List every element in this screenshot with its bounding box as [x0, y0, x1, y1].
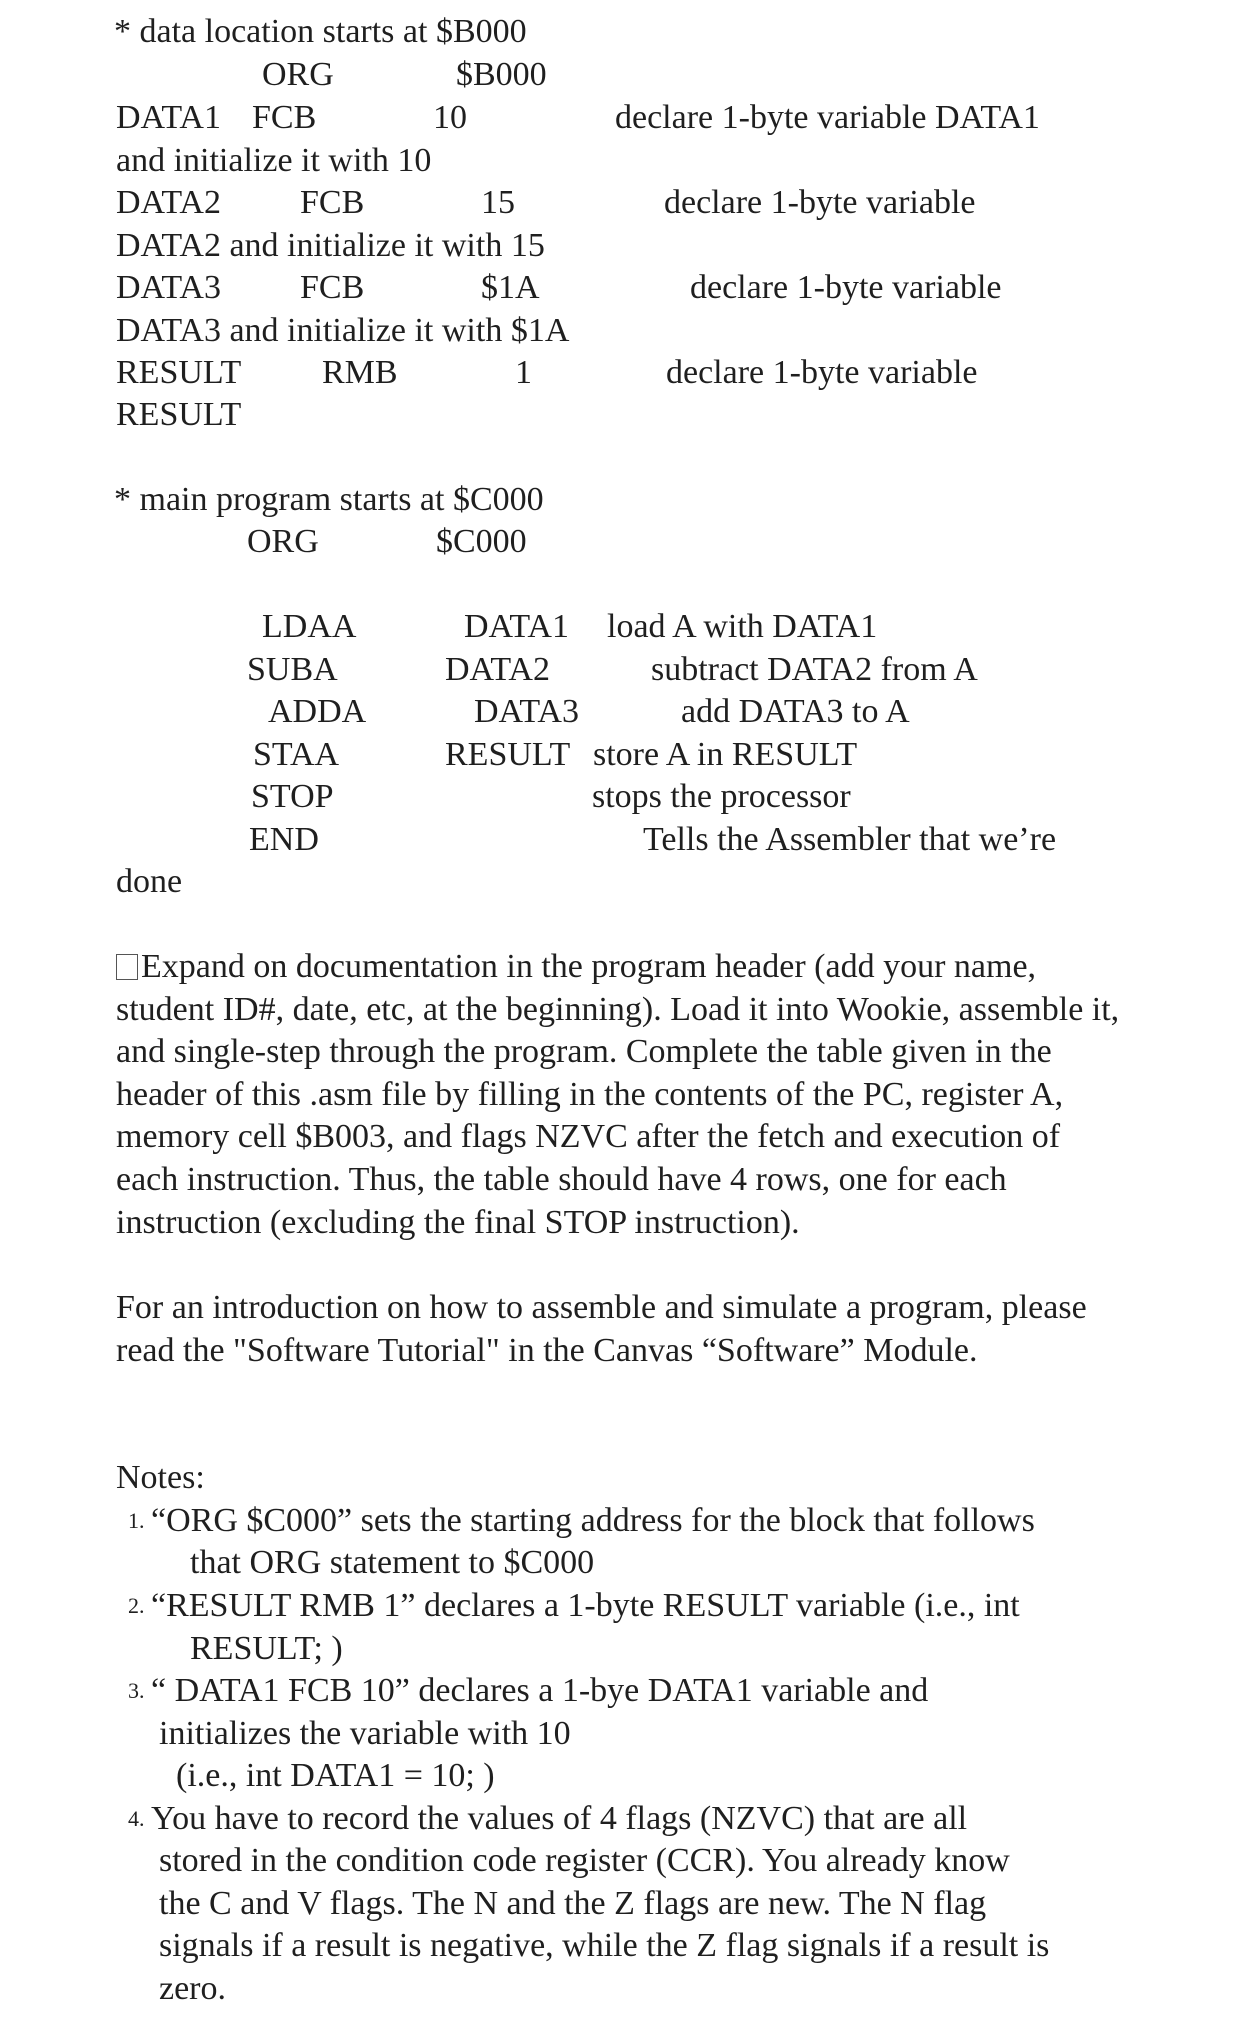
- program-org-directive: ORG: [247, 523, 319, 560]
- note-3-line1: “ DATA1 FCB 10” declares a 1-bye DATA1 variable and: [151, 1672, 929, 1709]
- instructions-paragraph: [116, 946, 1126, 1244]
- notes-heading: Notes:: [116, 1459, 205, 1496]
- staa-op: STAA: [253, 736, 340, 773]
- data-section-comment: * data location starts at $B000: [114, 13, 527, 50]
- tutorial-paragraph: For an introduction on how to assemble and simulate a program, please read the "Software Tutorial" in the Canvas “Software” Module.: [116, 1289, 1087, 1369]
- suba-comment: subtract DATA2 from A: [651, 651, 978, 688]
- note-1-line2: that ORG statement to $C000: [190, 1544, 595, 1581]
- data2-comment: declare 1-byte variable: [664, 184, 976, 221]
- staa-comment: store A in RESULT: [593, 736, 858, 773]
- data1-comment-wrap: and initialize it with 10: [116, 142, 432, 179]
- ldaa-operand: DATA1: [464, 608, 569, 645]
- data2-op: FCB: [300, 184, 365, 221]
- note-4-line3: the C and V flags. The N and the Z flags are new. The N flag: [159, 1885, 987, 1922]
- data3-label: DATA3: [116, 269, 221, 306]
- data3-comment: declare 1-byte variable: [690, 269, 1002, 306]
- result-comment-wrap: RESULT: [116, 396, 242, 433]
- note-3-line2: initializes the variable with 10: [159, 1715, 571, 1752]
- note-4-line4: signals if a result is negative, while the Z flag signals if a result is: [159, 1927, 1050, 1964]
- program-org-operand: $C000: [436, 523, 527, 560]
- data1-label: DATA1: [116, 99, 221, 136]
- data2-operand: 15: [481, 184, 515, 221]
- note-3-line3: (i.e., int DATA1 = 10; ): [176, 1757, 495, 1794]
- end-op: END: [249, 821, 319, 858]
- result-operand: 1: [515, 354, 532, 391]
- stop-comment: stops the processor: [592, 778, 851, 815]
- suba-op: SUBA: [247, 651, 338, 688]
- data3-operand: $1A: [481, 269, 540, 306]
- result-op: RMB: [322, 354, 398, 391]
- end-comment: Tells the Assembler that we’re: [643, 821, 1057, 858]
- data2-label: DATA2: [116, 184, 221, 221]
- ldaa-comment: load A with DATA1: [607, 608, 878, 645]
- adda-operand: DATA3: [474, 693, 579, 730]
- stop-op: STOP: [251, 778, 334, 815]
- note-2-line2: RESULT; ): [190, 1630, 343, 1667]
- result-label: RESULT: [116, 354, 242, 391]
- adda-comment: add DATA3 to A: [681, 693, 910, 730]
- data1-op: FCB: [252, 99, 317, 136]
- note-3-number: 3.: [128, 1678, 145, 1703]
- data1-comment: declare 1-byte variable DATA1: [615, 99, 1040, 136]
- instructions-text: Expand on documentation in the program header (add your name, student ID#, date, etc, at the beginning). Load it into Wookie, assemble it, and single-step through the program. Complete the table given in the header of this .asm file by filling in the contents of the PC, register A, memory cell $B003, and flags NZVC after the fetch and execution of each instruction. Thus, the table should have 4 rows, one for each instruction (excluding the final STOP instruction).: [116, 948, 1120, 1241]
- note-4-number: 4.: [128, 1806, 145, 1831]
- data3-op: FCB: [300, 269, 365, 306]
- checkbox-glyph-icon: [116, 954, 138, 980]
- note-4-line1: You have to record the values of 4 flags (NZVC) that are all: [151, 1800, 968, 1837]
- note-2-line1: “RESULT RMB 1” declares a 1-byte RESULT variable (i.e., int: [151, 1587, 1020, 1624]
- ldaa-op: LDAA: [262, 608, 357, 645]
- note-1-line1: “ORG $C000” sets the starting address for the block that follows: [151, 1502, 1035, 1539]
- data3-comment-wrap: DATA3 and initialize it with $1A: [116, 312, 570, 349]
- suba-operand: DATA2: [445, 651, 550, 688]
- note-4-line5: zero.: [159, 1970, 227, 2007]
- note-1-number: 1.: [128, 1508, 145, 1533]
- program-section-comment: * main program starts at $C000: [114, 481, 544, 518]
- staa-operand: RESULT: [445, 736, 571, 773]
- adda-op: ADDA: [268, 693, 367, 730]
- data1-operand: 10: [433, 99, 467, 136]
- note-2-number: 2.: [128, 1593, 145, 1618]
- result-comment: declare 1-byte variable: [666, 354, 978, 391]
- note-4-line2: stored in the condition code register (CCR). You already know: [159, 1842, 1010, 1879]
- end-comment-wrap: done: [116, 863, 183, 900]
- data-org-operand: $B000: [456, 56, 547, 93]
- data-org-directive: ORG: [262, 56, 334, 93]
- data2-comment-wrap: DATA2 and initialize it with 15: [116, 227, 545, 264]
